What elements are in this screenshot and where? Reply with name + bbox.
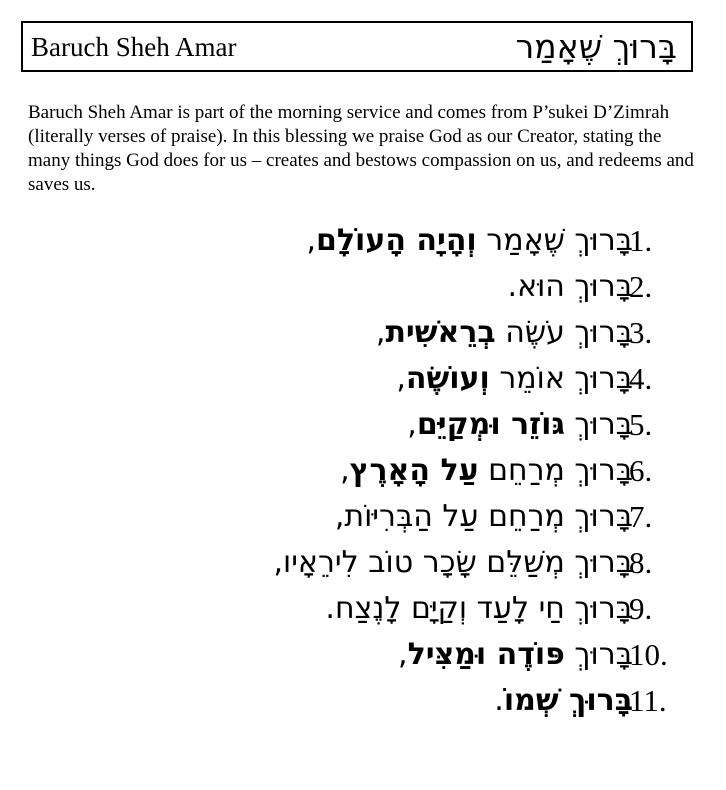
line-number: 6. (629, 453, 653, 488)
line-plain: בָּרוּךְ אוֹמֵר (489, 361, 633, 396)
blessing-lines (20, 218, 691, 724)
line-bold: גּוֹזֵר וּמְקַיֵּם (416, 407, 565, 442)
line-plain: בָּרוּךְ שֶׁאָמַר (476, 223, 633, 258)
line-bold: בָּרוּךְ שְׁמוֹ (503, 683, 633, 718)
blessing-line (20, 402, 691, 448)
line-tail: . (494, 683, 504, 718)
title-english: Baruch Sheh Amar (31, 32, 237, 62)
line-tail: , (407, 407, 417, 442)
blessing-line (20, 632, 691, 678)
line-plain: בָּרוּךְ הוּא. (507, 269, 633, 304)
title-hebrew: בָּרוּךְ שֶׁאָמַר (515, 27, 677, 66)
line-text (306, 218, 633, 264)
line-plain: בָּרוּךְ (564, 637, 633, 672)
line-text (508, 264, 633, 310)
line-number: 8. (629, 545, 653, 580)
blessing-line (20, 678, 691, 724)
line-bold: בְרֵאשִׁית (385, 315, 496, 350)
line-tail: , (398, 637, 408, 672)
blessing-line (20, 356, 691, 402)
line-number: 3. (629, 315, 653, 350)
line-plain: בָּרוּךְ מְרַחֵם (478, 453, 633, 488)
line-number: 7. (629, 499, 653, 534)
line-tail: , (375, 315, 386, 350)
line-number: 11. (629, 683, 667, 718)
line-text (407, 402, 633, 448)
line-text (398, 632, 633, 678)
line-number: 4. (629, 361, 653, 396)
blessing-line (20, 540, 691, 586)
line-number: 10. (629, 637, 668, 672)
line-bold: וְעוֹשֶׂה (405, 361, 490, 396)
line-plain: בָּרוּךְ (564, 407, 633, 442)
line-text (494, 678, 633, 724)
line-tail: , (340, 453, 350, 488)
line-plain: בָּרוּךְ מְשַׁלֵּם שָׂכָר טוֹב לִירֵאָיו, (273, 545, 633, 580)
title-box (21, 21, 693, 72)
line-plain: בָּרוּךְ עֹשֶׂה (495, 315, 633, 350)
line-number: 9. (629, 591, 653, 626)
line-text (396, 356, 633, 402)
line-tail: , (306, 223, 316, 258)
line-text (340, 448, 633, 494)
blessing-line (20, 310, 691, 356)
line-text (376, 310, 633, 356)
line-text (325, 586, 633, 632)
line-number: 1. (629, 223, 653, 258)
line-text (274, 540, 634, 586)
line-text (335, 494, 633, 540)
blessing-line (20, 448, 691, 494)
line-number: 5. (629, 407, 653, 442)
line-bold: עַל הָאָרֶץ (349, 453, 479, 488)
blessing-line (20, 494, 691, 540)
line-plain: בָּרוּךְ מְרַחֵם עַל הַבְּרִיּוֹת, (334, 499, 633, 534)
line-plain: בָּרוּךְ חַי לָעַד וְקַיָּם לָנֶצַח. (325, 591, 633, 626)
blessing-line (20, 264, 691, 310)
line-number: 2. (629, 269, 653, 304)
intro-paragraph: Baruch Sheh Amar is part of the morning service and comes from P’sukei D’Zimrah (literally verses of praise). In this blessing we praise God as our Creator, stating the many things God does for us – creates and bestows compassion on us, and redeems and saves us. (28, 102, 694, 195)
line-bold: וְהָיָה הָעוֹלָם (316, 223, 477, 258)
blessing-line (20, 218, 691, 264)
line-tail: , (396, 361, 406, 396)
blessing-line (20, 586, 691, 632)
line-bold: פּוֹדֶה וּמַצִּיל (407, 637, 565, 672)
